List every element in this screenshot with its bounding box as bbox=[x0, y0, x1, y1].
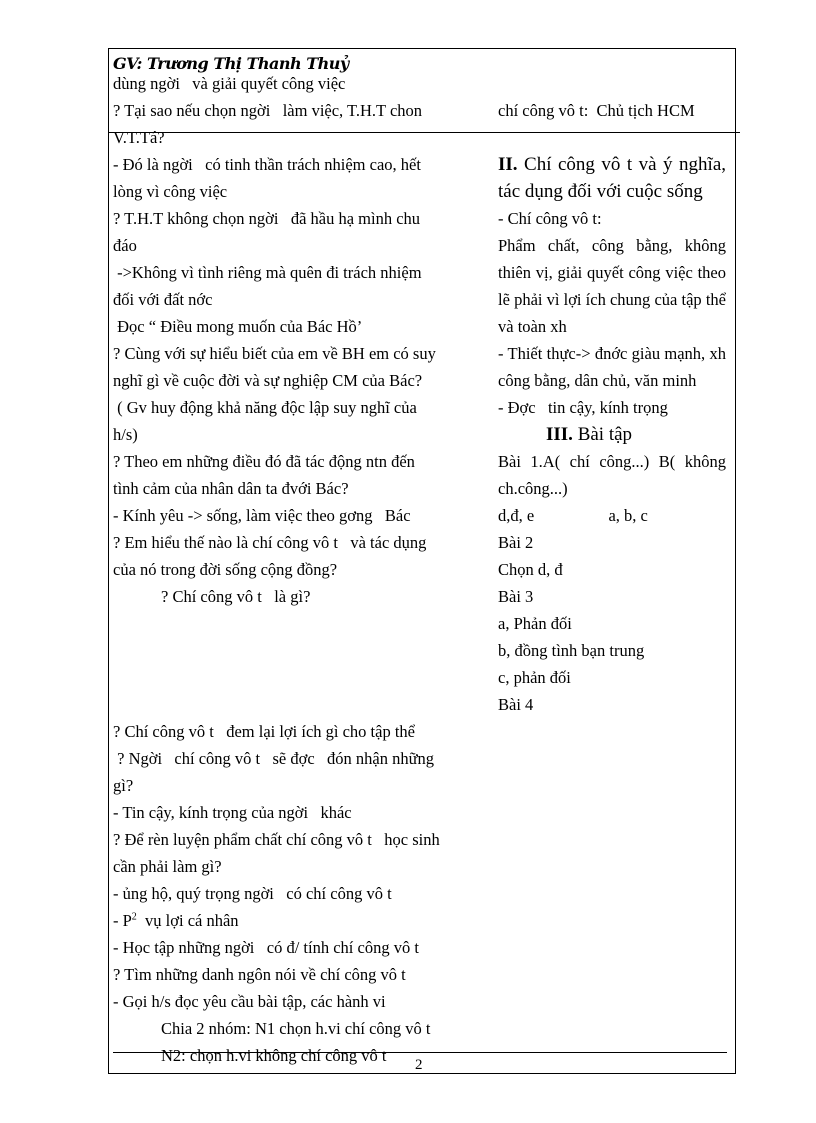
text-line: cần phải làm gì? bbox=[113, 857, 222, 876]
section-heading bbox=[498, 421, 726, 448]
text-line: c, phản đối bbox=[498, 668, 571, 687]
text-line: ->Không vì tình riêng mà quên đi trách nhiệm bbox=[113, 263, 422, 282]
teacher-signature: GV: Trương Thị Thanh Thuỷ bbox=[113, 54, 349, 73]
text-line bbox=[113, 907, 489, 934]
text-line: - Đợc tin cậy, kính trọng bbox=[498, 398, 668, 417]
text-line: nghĩ gì về cuộc đời và sự nghiệp CM của Bác? bbox=[113, 371, 423, 390]
text-line: h/s) bbox=[113, 425, 138, 444]
page-number: 2 bbox=[415, 1057, 423, 1073]
text-line: đáo bbox=[113, 236, 137, 255]
text-line: ? Tại sao nếu chọn ngời làm việc, T.H.T chon bbox=[113, 101, 423, 120]
text-line: ( Gv huy động khả năng độc lập suy nghĩ của bbox=[113, 398, 417, 417]
text-line: ? Để rèn luyện phẩm chất chí công vô t học sinh bbox=[113, 830, 440, 849]
text-line: Bài 3 bbox=[498, 587, 534, 606]
text-line: - Gọi h/s đọc yêu cầu bài tập, các hành vi bbox=[113, 992, 386, 1011]
text-line: Chọn d, đ bbox=[498, 560, 563, 579]
text-fragment: - P bbox=[113, 911, 132, 930]
text-line: ? Chí công vô t đem lại lợi ích gì cho tập thể bbox=[113, 722, 415, 741]
right-column bbox=[498, 97, 726, 718]
section-title: Bài tập bbox=[572, 424, 633, 445]
superscript: 2 bbox=[131, 911, 137, 923]
text-line: ? Cùng với sự hiểu biết của em về BH em có suy bbox=[113, 344, 436, 363]
section-number: II. bbox=[498, 154, 518, 175]
paragraph: Phẩm chất, công bằng, không thiên vị, giải quyết công việc theo lẽ phải vì lợi ích chung của tập thể và toàn xh bbox=[498, 236, 726, 336]
text-line: b, đồng tình bạn trung bbox=[498, 641, 645, 660]
text-line: Chia 2 nhóm: N1 chọn h.vi chí công vô t bbox=[161, 1019, 431, 1038]
text-line: Bài 2 bbox=[498, 533, 534, 552]
text-line: dùng ngời và giải quyết công việc bbox=[113, 74, 346, 93]
text-line: d,đ, e a, b, c bbox=[498, 506, 648, 525]
text-line: lòng vì công việc bbox=[113, 182, 228, 201]
text-line: Bài 4 bbox=[498, 695, 534, 714]
text-line: - Kính yêu -> sống, làm việc theo gơng Bác bbox=[113, 506, 411, 525]
text-line: đối với đất nớc bbox=[113, 290, 213, 309]
text-line: ? Ngời chí công vô t sẽ đợc đón nhận những bbox=[113, 749, 435, 768]
text-line: N2: chọn h.vi không chí công vô t bbox=[161, 1046, 387, 1065]
text-line: - Đó là ngời có tinh thần trách nhiệm cao, hết bbox=[113, 155, 421, 174]
paragraph: Bài 1.A( chí công...) B( không ch.công...) bbox=[498, 452, 726, 498]
section-heading bbox=[498, 151, 726, 205]
text-line: Đọc “ Điều mong muốn của Bác Hồ’ bbox=[113, 317, 363, 336]
text-line: a, Phản đối bbox=[498, 614, 572, 633]
text-line: ? Chí công vô t là gì? bbox=[161, 587, 311, 606]
text-line: chí công vô t: Chủ tịch HCM bbox=[498, 101, 695, 120]
text-line: ? Tìm những danh ngôn nói về chí công vô t bbox=[113, 965, 406, 984]
text-line: - Học tập những ngời có đ/ tính chí công vô t bbox=[113, 938, 419, 957]
text-line: - Tin cậy, kính trọng của ngời khác bbox=[113, 803, 352, 822]
footer-rule bbox=[113, 1052, 727, 1053]
section-number: III. bbox=[546, 424, 573, 445]
section-title: Chí công vô t và ý nghĩa, tác dụng đối với cuộc sống bbox=[498, 154, 726, 202]
text-line: - ủng hộ, quý trọng ngời có chí công vô t bbox=[113, 884, 392, 903]
text-line: - Chí công vô t: bbox=[498, 209, 602, 228]
text-line: ? Em hiểu thế nào là chí công vô t và tác dụng bbox=[113, 533, 427, 552]
text-line: V.T.Tá? bbox=[113, 128, 165, 147]
left-column bbox=[113, 70, 489, 1069]
text-line: tình cảm của nhân dân ta đvới Bác? bbox=[113, 479, 349, 498]
text-line: của nó trong đời sống cộng đồng? bbox=[113, 560, 338, 579]
text-line: ? T.H.T không chọn ngời đã hầu hạ mình chu bbox=[113, 209, 421, 228]
text-line: ? Theo em những điều đó đã tác động ntn đến bbox=[113, 452, 415, 471]
paragraph: - Thiết thực-> đnớc giàu mạnh, xh công bằng, dân chủ, văn minh bbox=[498, 344, 726, 390]
text-fragment: vụ lợi cá nhân bbox=[136, 911, 239, 930]
text-line: gì? bbox=[113, 776, 134, 795]
